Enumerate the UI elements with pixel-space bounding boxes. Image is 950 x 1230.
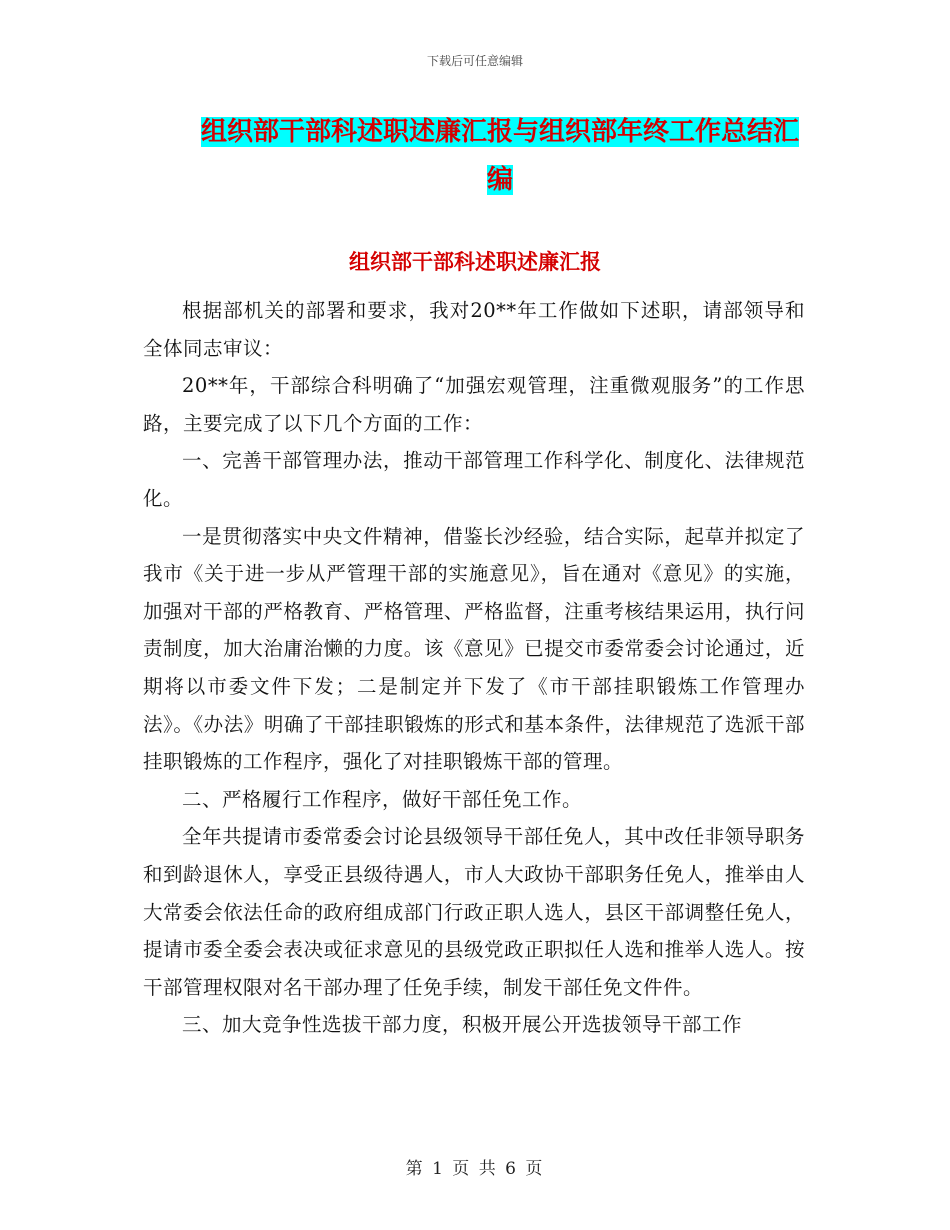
document-title-text: 组织部干部科述职述廉汇报与组织部年终工作总结汇编 bbox=[200, 117, 799, 195]
page-header-note: 下载后可任意编辑 bbox=[426, 54, 523, 68]
document-title bbox=[190, 108, 810, 204]
paragraph: 三、加大竞争性选拔干部力度，积极开展公开选拔领导干部工作 bbox=[182, 1013, 743, 1037]
paragraph: 一、完善干部管理办法，推动干部管理工作科学化、制度化、法律规范化。 bbox=[143, 449, 805, 510]
page-footer-number: 第 1 页 共 6 页 bbox=[405, 1159, 545, 1179]
paragraph: 二、严格履行工作程序，做好干部任免工作。 bbox=[182, 787, 583, 811]
section-title: 组织部干部科述职述廉汇报 bbox=[349, 250, 601, 274]
paragraph: 一是贯彻落实中央文件精神，借鉴长沙经验，结合实际，起草并拟定了我市《关于进一步从严管理干部的实施意见》，旨在通对《意见》的实施，加强对干部的严格教育、严格管理、严格监督，注重考核结果运用，执行问责制度，加大治庸治懒的力度。该《意见》已提交市委常委会讨论通过，近期将以市委文件下发；二是制定并下发了《市干部挂职锻炼工作管理办法》。《办法》明确了干部挂职锻炼的形式和基本条件，法律规范了选派干部挂职锻炼的工作程序，强化了对挂职锻炼干部的管理。 bbox=[143, 524, 805, 774]
paragraph: 全年共提请市委常委会讨论县级领导干部任免人，其中改任非领导职务和到龄退休人，享受正县级待遇人，市人大政协干部职务任免人，推举由人大常委会依法任命的政府组成部门行政正职人选人，县区干部调整任免人，提请市委全委会表决或征求意见的县级党政正职拟任人选和推举人选人。按干部管理权限对名干部办理了任免手续，制发干部任免文件件。 bbox=[143, 825, 805, 999]
body-text bbox=[143, 292, 805, 1044]
paragraph: 根据部机关的部署和要求，我对20**年工作做如下述职，请部领导和全体同志审议： bbox=[143, 299, 805, 360]
paragraph: 20**年，干部综合科明确了“加强宏观管理，注重微观服务”的工作思路，主要完成了以下几个方面的工作： bbox=[143, 374, 805, 435]
